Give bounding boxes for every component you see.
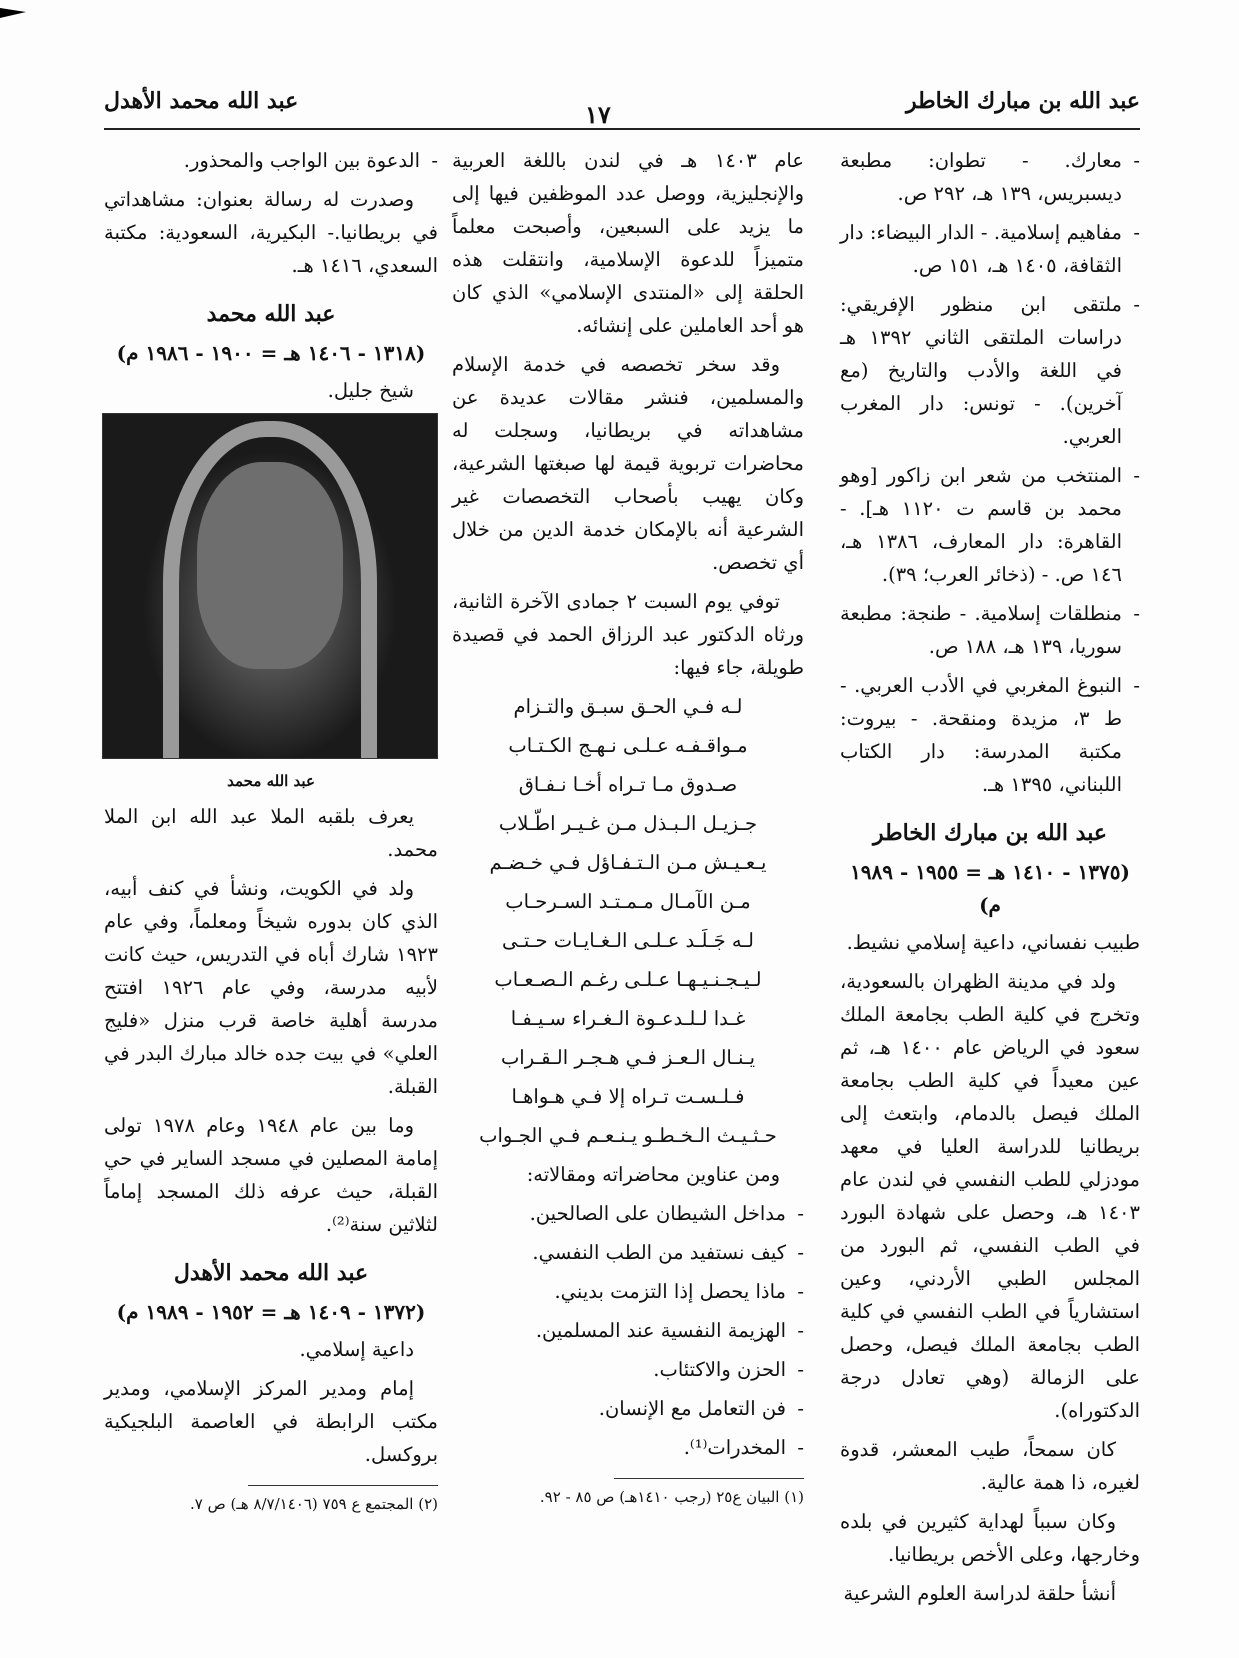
entry-description: طبيب نفساني، داعية إسلامي نشيط. [846, 931, 1140, 954]
paragraph: يعرف بلقبه الملا عبد الله ابن الملا محمد. [104, 805, 438, 861]
list-item: - معارك. - تطوان: مطبعة ديسبريس، ١٣٩ هـ، ٢٩٢ ص. [840, 144, 1140, 210]
page-number: ١٧ [585, 100, 611, 129]
list-item: - ملتقى ابن منظور الإفريقي: دراسات الملتقى الثاني ١٣٩٢ هـ في اللغة والأدب والتاريخ (مع آخرين). - تونس: دار المغرب العربي. [840, 288, 1140, 453]
poem-line: جـزيـل الـبـذل مـن غـيـر اطّـلاب [498, 812, 758, 835]
paragraph: وصدرت له رسالة بعنوان: مشاهداتي في بريطانيا.- البكيرية، السعودية: مكتبة السعدي، ١٤١٦ هـ. [104, 188, 438, 277]
corner-mark [0, 8, 26, 18]
paragraph: إمام ومدير المركز الإسلامي، ومدير مكتب الرابطة في العاصمة البلجيكية بروكسل. [104, 1377, 438, 1466]
list-item: - فن التعامل مع الإنسان. [452, 1392, 804, 1425]
paragraph: كان سمحاً، طيب المعشر، قدوة لغيره، ذا همة عالية. [840, 1438, 1140, 1494]
poem-line: يـعـيـش مـن الـتـفـاؤل فـي خـضـم [489, 851, 767, 874]
list-item: - النبوغ المغربي في الأدب العربي. - ط ٣، مزيدة ومنقحة. - بيروت: مكتبة المدرسة: دار الكتاب اللبناني، ١٣٩٥ هـ. [840, 669, 1140, 801]
poem-line: صـدوق مـا تـراه أخـا نـفـاق [518, 773, 738, 796]
poem-line: يـنـال الـعـز فـي هـجـر الـقـراب [500, 1046, 756, 1069]
entry-dates: (١٣١٨ - ١٤٠٦ هـ = ١٩٠٠ - ١٩٨٦ م) [116, 341, 426, 365]
column-left [104, 144, 438, 1522]
list-item: - كيف نستفيد من الطب النفسي. [452, 1236, 804, 1269]
entry-description: شيخ جليل. [327, 379, 414, 402]
face-shape [197, 462, 344, 668]
paragraph: ولد في مدينة الظهران بالسعودية، وتخرج في كلية الطب بجامعة الملك سعود في الرياض عام ١٤٠٠ هـ، ثم عين معيداً في كلية الطب بجامعة الملك فيصل بالدمام، وابتعث إلى بريطانيا للدراسة العليا في معهد مودزلي للطب النفسي في لندن عام ١٤٠٣ هـ، وحصل على شهادة البورد في الطب النفسي، ثم البورد من المجلس الطبي الأردني، وعين استشارياً في الطب النفسي في كلية الطب بجامعة الملك فيصل، وحصل على الزمالة (وهي تعادل درجة الدكتوراه). [840, 970, 1141, 1422]
list-item: - المنتخب من شعر ابن زاكور [وهو محمد بن قاسم ت ١١٢٠ هـ]. - القاهرة: دار المعارف، ١٣٨٦ هـ، ١٤٦ ص. - (ذخائر العرب؛ ٣٩). [840, 459, 1140, 591]
poem-line: لـه فـي الحـق سبـق والتـزام [513, 695, 743, 718]
footnote: (٢) المجتمع ع ٧٥٩ (٨/٧/١٤٠٦ هـ) ص ٧. [189, 1495, 438, 1513]
photo-caption: عبد الله محمد [227, 772, 315, 790]
paragraph: وكان سبباً لهداية كثيرين في بلده وخارجها، وعلى الأخص بريطانيا. [840, 1510, 1140, 1566]
paragraph: أنشأ حلقة لدراسة العلوم الشرعية [843, 1582, 1116, 1605]
paragraph: توفي يوم السبت ٢ جمادى الآخرة الثانية، ورثاه الدكتور عبد الرزاق الحمد في قصيدة طويلة، جاء فيها: [452, 590, 804, 679]
paragraph: عام ١٤٠٣ هـ في لندن باللغة العربية والإنجليزية، ووصل عدد الموظفين فيها إلى ما يزيد على السبعين، وأصبحت معلماً متميزاً للدعوة الإسلامية، وانتقلت هذه الحلقة إلى «المنتدى الإسلامي» الذي كان هو أحد العاملين على إنشائه. [452, 149, 804, 337]
footnote: (١) البيان ع٢٥ (رجب ١٤١٠هـ) ص ٨٥ - ٩٢. [539, 1488, 804, 1506]
list-item: - الهزيمة النفسية عند المسلمين. [452, 1314, 804, 1347]
paragraph: ومن عناوين محاضراته ومقالاته: [526, 1163, 780, 1186]
entry-title: عبد الله محمد [206, 301, 336, 327]
list-item: - مفاهيم إسلامية. - الدار البيضاء: دار الثقافة، ١٤٠٥ هـ، ١٥١ ص. [840, 216, 1140, 282]
entry-title: عبد الله محمد الأهدل [173, 1260, 369, 1286]
poem-line: مـواقـفـه عـلـى نـهـج الكـتـاب [508, 734, 748, 757]
poem-line: غـدا لـلـدعـوة الـغـراء سـيـفـا [510, 1007, 746, 1030]
list-item: - الحزن والاكتئاب. [452, 1353, 804, 1386]
column-right [840, 144, 1140, 1616]
poem-line: لـيـجـنـيـهـا عـلـى رغـم الـصـعـاب [494, 968, 762, 991]
paragraph: ولد في الكويت، ونشأ في كنف أبيه، الذي كان بدوره شيخاً ومعلماً، وفي عام ١٩٢٣ شارك أباه في التدريس، حيث كانت لأبيه مدرسة، وفي عام ١٩٢٦ افتتح مدرسة أهلية خاصة قرب منزل «فليج العلي» في بيت جده خالد مبارك البدر في القبلة. [104, 877, 439, 1098]
poem-line: فـلـسـت تـراه إلا فـي هـواهـا [511, 1085, 745, 1108]
running-header-right: عبد الله بن مبارك الخاطر [906, 88, 1140, 114]
footnote-rule [248, 1485, 438, 1486]
list-item: - مداخل الشيطان على الصالحين. [452, 1197, 804, 1230]
entry-dates: (١٣٧٥ - ١٤١٠ هـ = ١٩٥٥ - ١٩٨٩ م) [850, 860, 1130, 917]
running-header-left: عبد الله محمد الأهدل [104, 88, 299, 114]
portrait-photo [102, 413, 438, 759]
entry-title: عبد الله بن مبارك الخاطر [873, 820, 1107, 846]
list-item: - الدعوة بين الواجب والمحذور. [104, 144, 438, 177]
header-rule [104, 128, 1140, 130]
paragraph: وقد سخر تخصصه في خدمة الإسلام والمسلمين، فنشر مقالات عديدة عن مشاهداته في بريطانيا، وسجلت له محاضرات تربوية قيمة لها صبغتها الشرعية، وكان يهيب بأصحاب التخصصات غير الشرعية أنه بالإمكان خدمة الدين من خلال أي تخصص. [452, 353, 804, 574]
entry-description: داعية إسلامي. [299, 1338, 414, 1361]
list-item: - منطلقات إسلامية. - طنجة: مطبعة سوريا، ١٣٩ هـ، ١٨٨ ص. [840, 597, 1140, 663]
poem-line: لـه جَـلَـد عـلـى الـغـايـات حـتـى [501, 929, 755, 952]
footnote-rule [614, 1478, 804, 1479]
poem-line: مـن الآمـال مـمـتـد السـرحـاب [505, 890, 751, 913]
column-middle [452, 144, 804, 1515]
paragraph: وما بين عام ١٩٤٨ وعام ١٩٧٨ تولى إمامة المصلين في مسجد الساير في حي القبلة، حيث عرفه ذلك المسجد إماماً لثلاثين سنة⁽²⁾. [104, 1114, 438, 1236]
list-item: - المخدرات⁽¹⁾. [452, 1431, 804, 1464]
list-item: - ماذا يحصل إذا التزمت بديني. [452, 1275, 804, 1308]
poem-line: حـثـيـث الـخـطـو يـنـعـم فـي الجـواب [479, 1124, 777, 1147]
poem [452, 690, 804, 1152]
entry-dates: (١٣٧٢ - ١٤٠٩ هـ = ١٩٥٢ - ١٩٨٩ م) [116, 1300, 426, 1324]
